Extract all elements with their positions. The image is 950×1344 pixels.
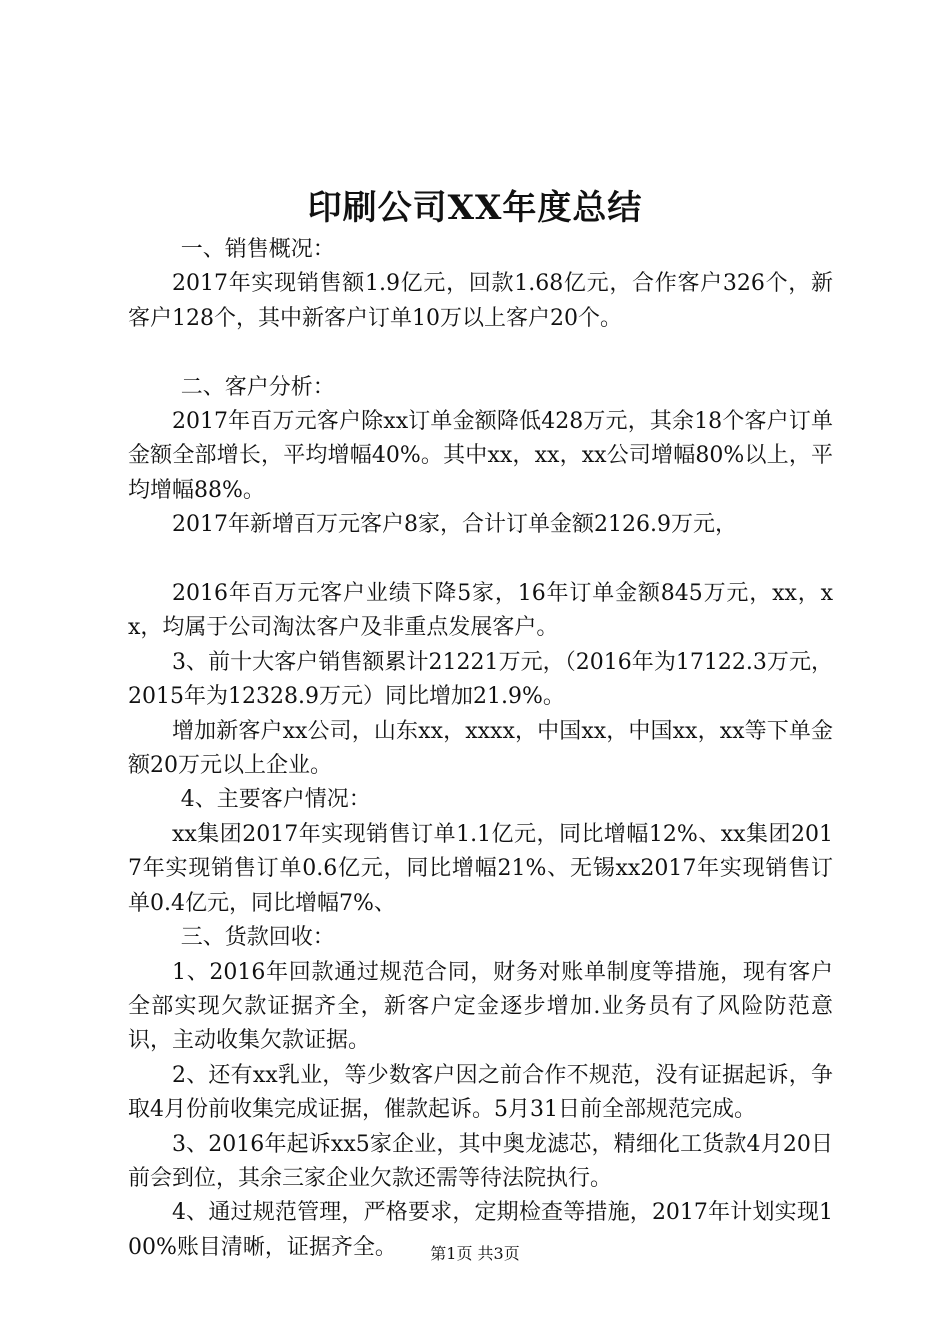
paragraph-top-ten-customers: 3、前十大客户销售额累计21221万元，（2016年为17122.3万元，2015年为12328.9万元）同比增加21.9%。 <box>128 649 833 710</box>
paragraph-sales-summary: 2017年实现销售额1.9亿元，回款1.68亿元，合作客户326个，新客户128个，其中新客户订单10万以上客户20个。 <box>128 271 833 331</box>
paragraph-declined-customers: 2016年百万元客户业绩下降5家，16年订单金额845万元，xx，xx，均属于公司淘汰客户及非重点发展客户。 <box>128 581 833 641</box>
paragraph-major-customers: xx集团2017年实现销售订单1.1亿元，同比增幅12%、xx集团2017年实现销售订单0.6亿元，同比增幅21%、无锡xx2017年实现销售订单0.4亿元，同比增幅7%、 <box>128 821 833 916</box>
paragraph-collection-3: 3、2016年起诉xx5家企业，其中奥龙滤芯，精细化工货款4月20日前会到位，其余三家企业欠款还需等待法院执行。 <box>128 1131 833 1191</box>
paragraph-collection-4: 4、通过规范管理，严格要求，定期检查等措施，2017年计划实现100%账目清晰，证据齐全。 <box>128 1200 834 1260</box>
section-heading-sales: 一、销售概况： <box>180 237 335 262</box>
paragraph-million-customers: 2017年百万元客户除xx订单金额降低428万元，其余18个客户订单金额全部增长，平均增幅40%。其中xx，xx，xx公司增幅80%以上，平均增幅88%。 <box>128 409 833 503</box>
paragraph-new-clients: 增加新客户xx公司，山东xx，xxxx，中国xx，中国xx，xx等下单金额20万元以上企业。 <box>128 718 833 779</box>
section-heading-collection: 三、货款回收： <box>180 925 335 951</box>
document-body <box>128 233 833 1265</box>
section-heading-major-customers: 4、主要客户情况： <box>180 787 371 813</box>
paragraph-collection-1: 1、2016年回款通过规范合同，财务对账单制度等措施，现有客户全部实现欠款证据齐全，新客户定金逐步增加.业务员有了风险防范意识，主动收集欠款证据。 <box>128 959 833 1054</box>
blank-line <box>128 336 833 370</box>
page-footer: 第1页 共3页 <box>430 1244 520 1263</box>
paragraph-new-million-customers: 2017年新增百万元客户8家，合计订单金额2126.9万元， <box>172 512 737 538</box>
paragraph-collection-2: 2、还有xx乳业，等少数客户因之前合作不规范，没有证据起诉，争取4月份前收集完成证据，催款起诉。5月31日前全部规范完成。 <box>128 1062 833 1123</box>
document-title: 印刷公司XX年度总结 <box>307 188 643 228</box>
section-heading-customers: 二、客户分析： <box>180 374 335 400</box>
blank-line <box>128 543 833 577</box>
